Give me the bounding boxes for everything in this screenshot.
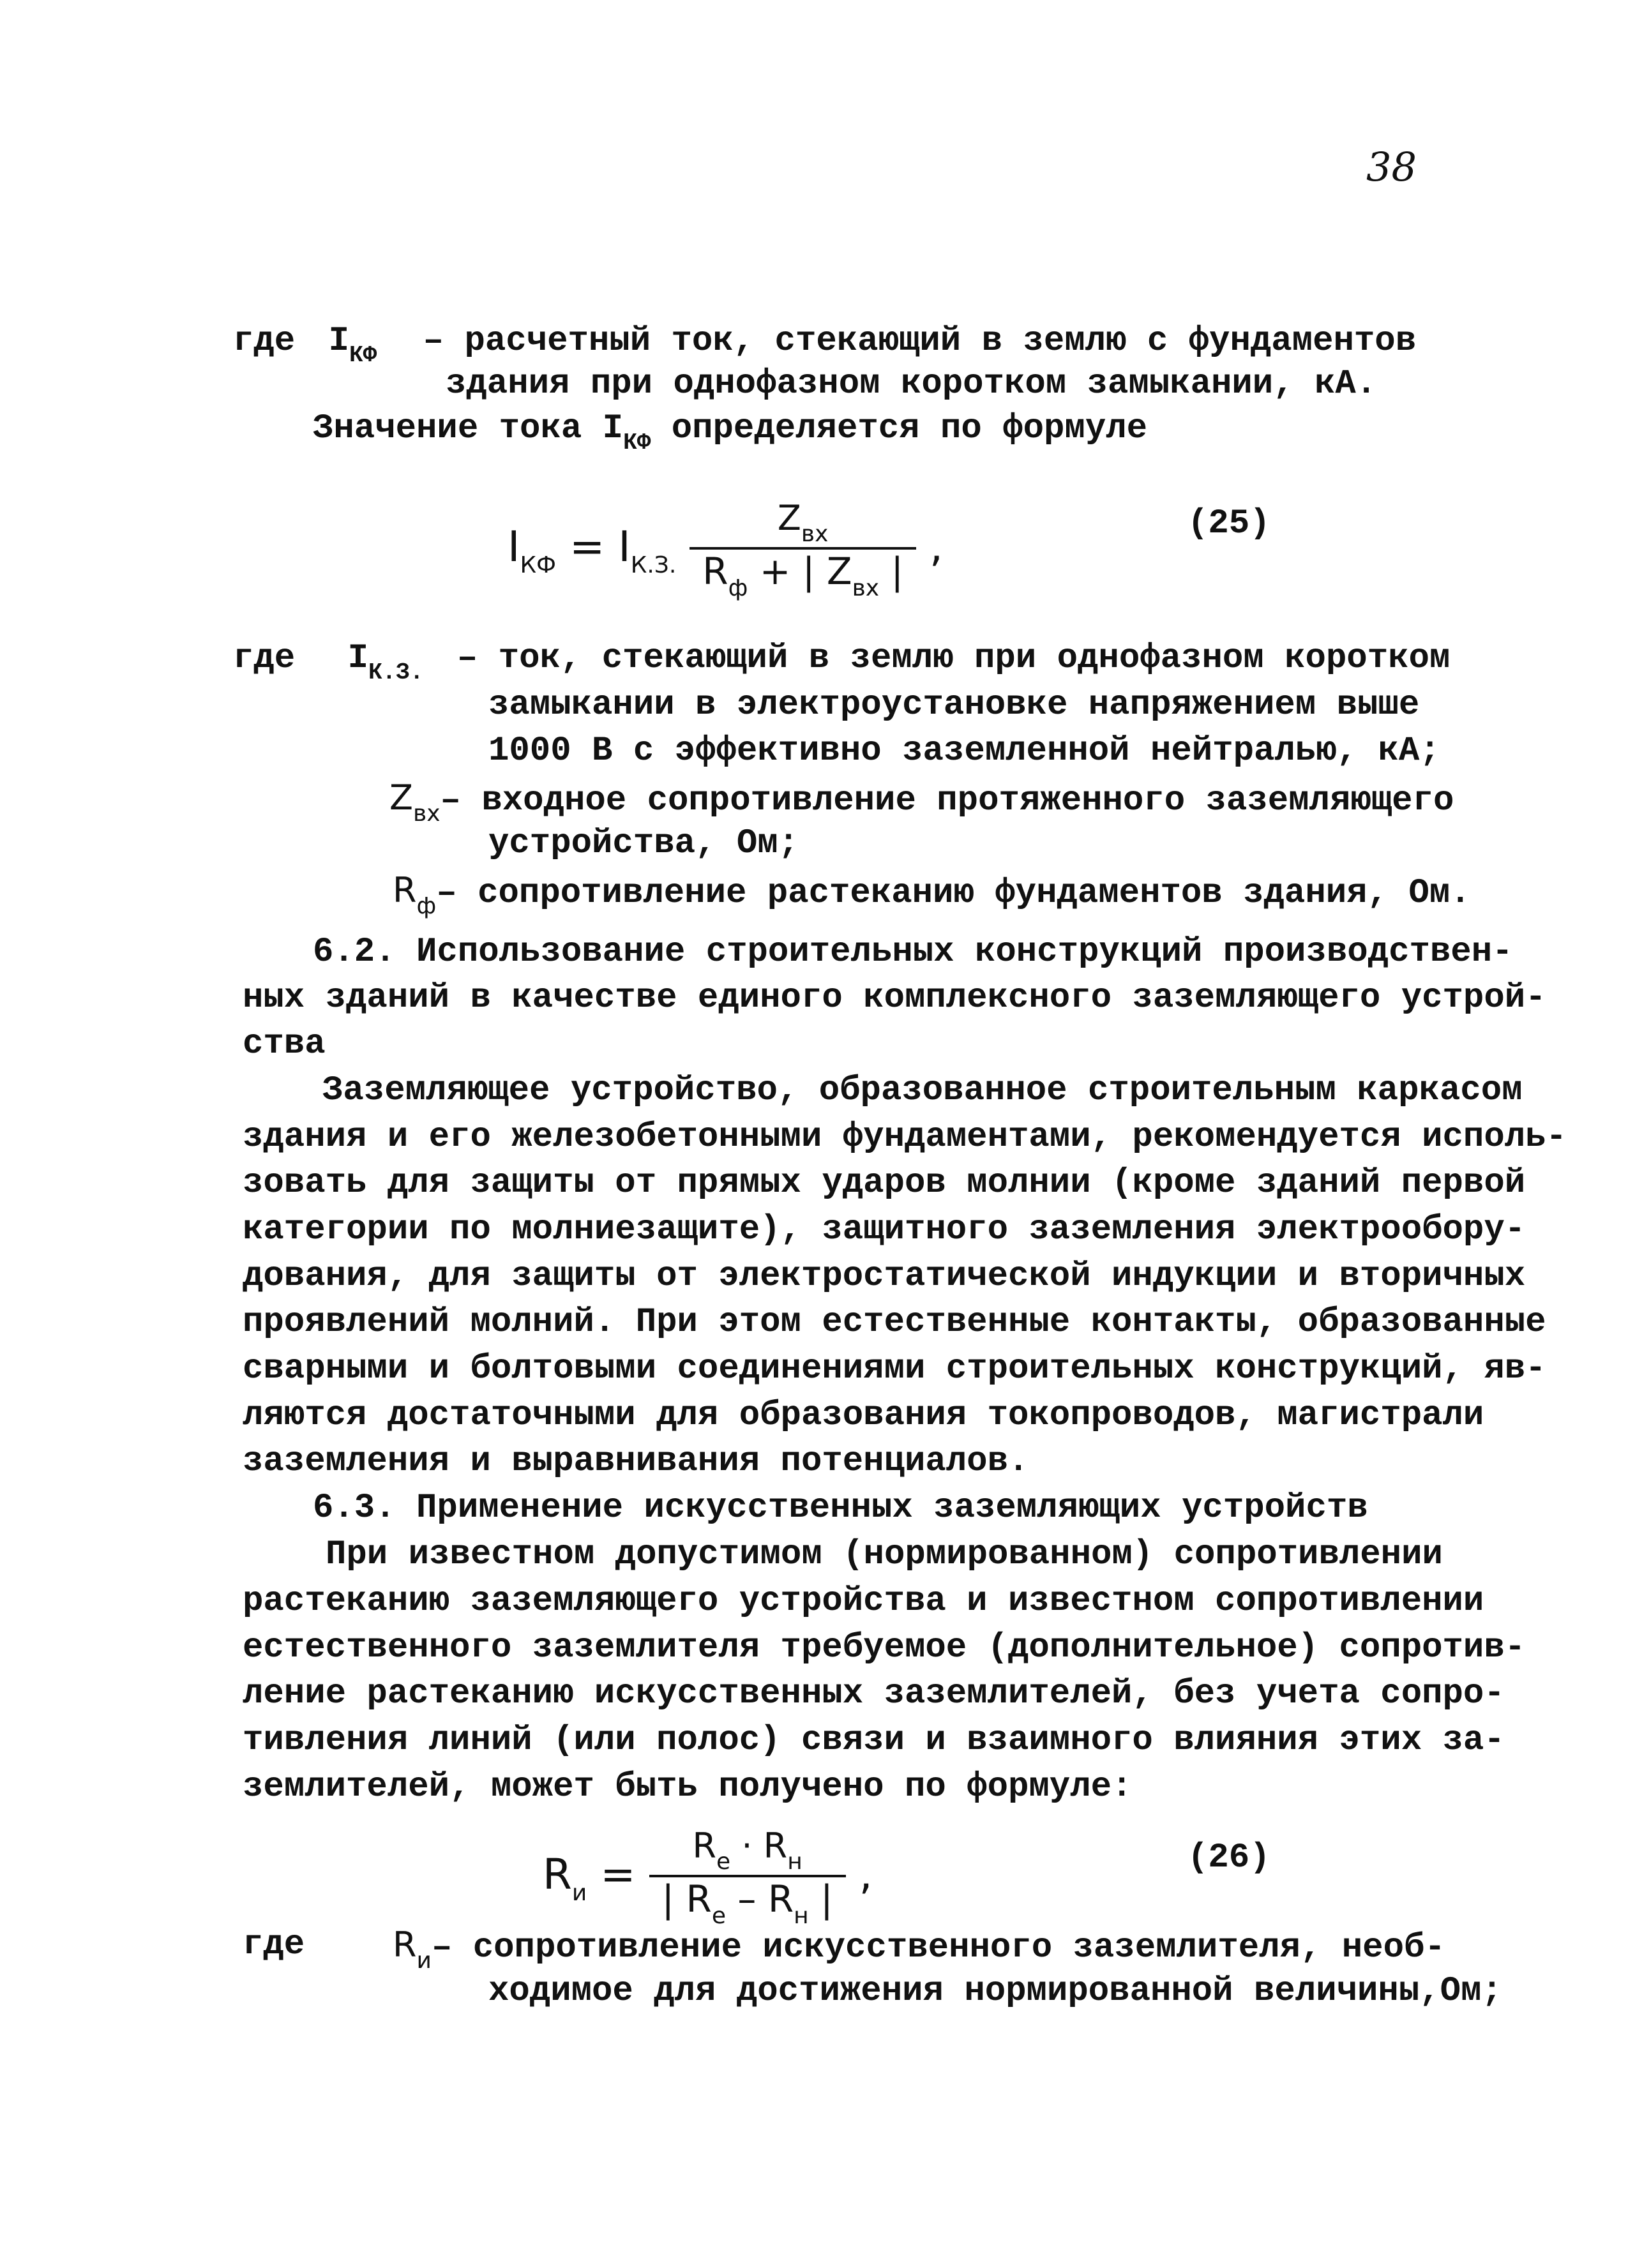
paragraph-line (313, 409, 1147, 463)
paragraph-line: сварными и болтовыми соединениями строительных конструкций, яв- (243, 1349, 1546, 1388)
symbol-subscript: КФ (349, 342, 377, 368)
definition-line (393, 870, 1471, 927)
where-label: где (233, 639, 296, 678)
symbol-subscript: КФ (623, 430, 651, 456)
fraction-numerator (649, 1826, 846, 1877)
definition-text: – ток, стекающий в землю при однофазном коротком (456, 639, 1451, 678)
numerator-symbol: R (763, 1826, 788, 1866)
paragraph-line: ление растеканию искусственных заземлителей, без учета сопро- (243, 1674, 1505, 1713)
fraction-numerator (690, 498, 916, 550)
paragraph-line: естественного заземлителя требуемое (дополнительное) сопротив- (243, 1628, 1526, 1667)
definition-text: – входное сопротивление протяженного заземляющего (440, 781, 1454, 820)
section-heading: ных зданий в качестве единого комплексного заземляющего устрой- (243, 979, 1546, 1018)
denominator-term: + | Z (748, 550, 852, 593)
definition-text: – расчетный ток, стекающий в землю с фундаментов (423, 322, 1417, 361)
paragraph-line: тивления линий (или полос) связи и взаимного влияния этих за- (243, 1721, 1505, 1760)
symbol-i: I (328, 322, 350, 361)
definition-text: – сопротивление искусственного заземлителя, необ- (431, 1928, 1445, 1967)
paragraph-line: зовать для защиты от прямых ударов молнии (кроме зданий первой (243, 1164, 1526, 1203)
where-label: где (243, 1925, 305, 1964)
denominator-term: – R (725, 1877, 794, 1921)
section-heading: 6.2. Использование строительных конструкций производствен- (313, 933, 1513, 972)
text-part: определяется по формуле (651, 409, 1148, 448)
formula-26 (543, 1826, 873, 1929)
formula-fraction (649, 1826, 846, 1929)
formula-subscript: е (711, 1903, 726, 1929)
formula-equals: = (556, 522, 619, 572)
paragraph-line: категории по молниезащите), защитного заземления электрообору- (243, 1210, 1526, 1249)
formula-subscript: и (571, 1880, 587, 1907)
formula-subscript: н (787, 1849, 803, 1875)
formula-subscript: вх (852, 575, 880, 601)
formula-comma: , (845, 1850, 873, 1900)
symbol-i: I (347, 639, 369, 678)
section-heading: 6.3. Применение искусственных заземляющих устройств (313, 1489, 1368, 1528)
paragraph-line: Заземляющее устройство, образованное строительным каркасом (322, 1071, 1523, 1110)
numerator-symbol: Z (777, 498, 801, 538)
formula-comma: , (916, 522, 944, 572)
formula-equals: = (587, 1850, 649, 1900)
definition-line: замыкании в электроустановке напряжением выше (488, 686, 1420, 725)
formula-subscript: н (794, 1903, 809, 1929)
formula-subscript: ф (728, 575, 748, 601)
formula-subscript: е (716, 1849, 731, 1875)
paragraph-line: проявлений молний. При этом естественные контакты, образованные (243, 1303, 1546, 1342)
fraction-denominator (649, 1877, 846, 1929)
formula-subscript: К.З. (630, 552, 677, 579)
symbol-subscript: и (416, 1948, 432, 1974)
paragraph-line: дования, для защиты от электростатической индукции и вторичных (243, 1257, 1526, 1296)
paragraph-line: растеканию заземляющего устройства и известном сопротивлении (243, 1582, 1484, 1621)
definition-text: – сопротивление растеканию фундаментов здания, Ом. (436, 874, 1471, 913)
denominator-symbol: R (702, 550, 728, 593)
paragraph-line: При известном допустимом (нормированном) сопротивлении (326, 1535, 1443, 1574)
denominator-close: | (879, 550, 904, 593)
paragraph-line: землителей, может быть получено по формуле: (243, 1768, 1133, 1806)
denominator-close: | (808, 1877, 833, 1921)
formula-term: I (618, 522, 631, 572)
multiply-dot: · (730, 1826, 764, 1866)
symbol-subscript: вх (413, 800, 441, 827)
paragraph-line: заземления и выравнивания потенциалов. (243, 1442, 1029, 1481)
formula-lhs: I (508, 522, 520, 572)
paragraph-line: здания и его железобетонными фундаментами, рекомендуется исполь- (243, 1118, 1567, 1157)
formula-lhs: R (543, 1850, 572, 1900)
formula-subscript: вх (801, 521, 829, 547)
text-part: Значение тока I (313, 409, 624, 448)
definition-line (243, 1925, 305, 1965)
symbol-z: Z (389, 777, 413, 818)
definition-line: ходимое для достижения нормированной величины,Ом; (488, 1972, 1502, 2011)
symbol-r: R (393, 870, 417, 910)
definition-line: 1000 В с эффективно заземленной нейтралью, кА; (488, 732, 1440, 770)
numerator-symbol: R (692, 1826, 716, 1866)
fraction-denominator (690, 550, 916, 601)
formula-fraction (690, 498, 916, 601)
section-heading: ства (243, 1025, 326, 1063)
formula-subscript: КФ (520, 552, 557, 579)
symbol-r: R (393, 1925, 417, 1965)
page-number: 38 (1366, 144, 1417, 190)
where-label: где (233, 322, 296, 361)
symbol-subscript: ф (416, 893, 437, 919)
denominator-term: | R (661, 1877, 712, 1921)
equation-number: (26) (1187, 1838, 1270, 1877)
formula-25 (508, 498, 943, 601)
paragraph-line: ляются достаточными для образования токопроводов, магистрали (243, 1396, 1484, 1435)
definition-line: здания при однофазном коротком замыкании, кА. (446, 364, 1377, 403)
definition-line: устройства, Ом; (488, 824, 799, 863)
symbol-subscript: К.З. (368, 659, 424, 686)
equation-number: (25) (1187, 504, 1270, 543)
